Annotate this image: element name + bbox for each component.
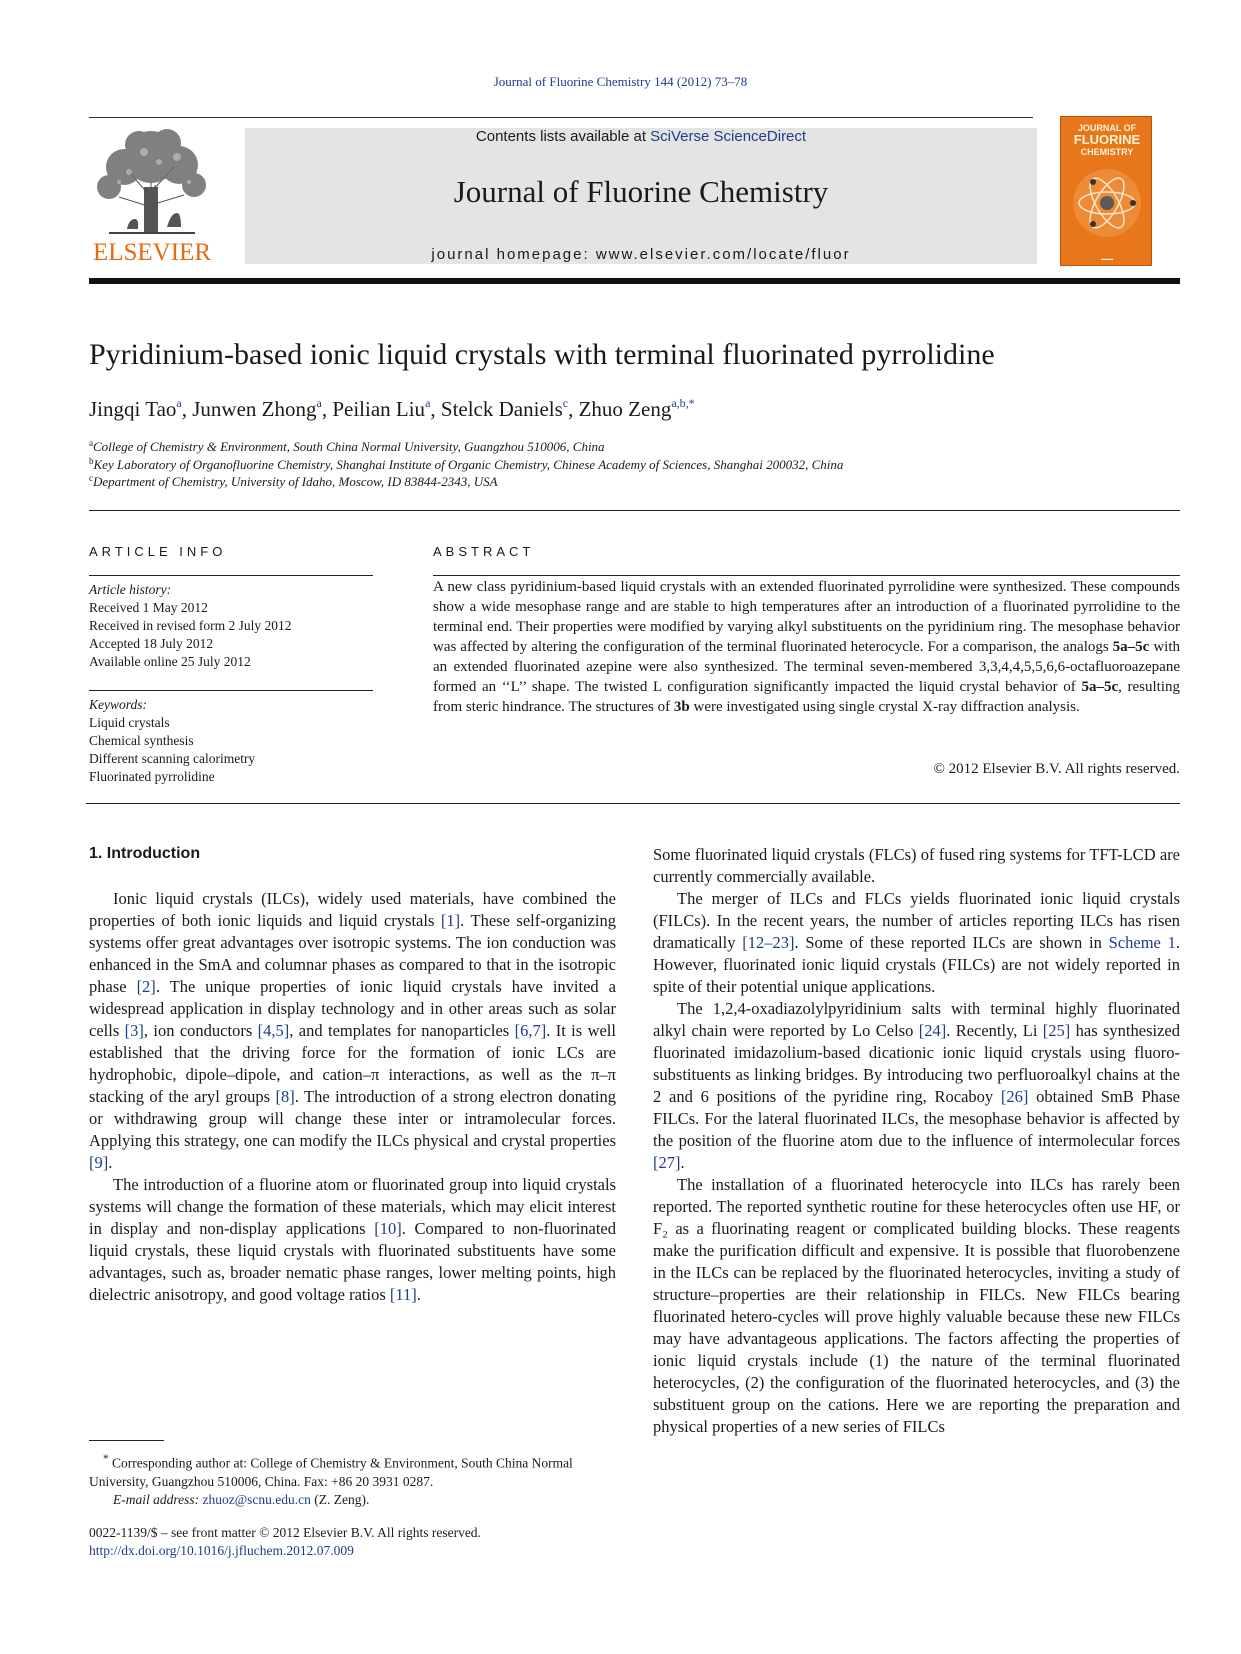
footnote-main [89, 1450, 616, 1491]
author-list: Jingqi Tao$^a$, Junwen Zhong$^a$, Peilian Liu$^a$, Stelck Daniels$^c$, Zhuo Zeng$^{a,b,*}$ [89, 396, 695, 421]
email-suffix: (Z. Zeng). [314, 1491, 370, 1507]
footnote-rule [89, 1440, 164, 1441]
cover-title-mid: FLUORINE [1073, 132, 1141, 147]
sciencedirect-link[interactable]: SciVerse ScienceDirect [650, 128, 807, 145]
affiliation-text: Key Laboratory of Organofluorine Chemistry, Shanghai Institute of Organic Chemistry, Chinese Academy of Sciences, Shanghai 200032, China [93, 457, 844, 472]
author-affil-marker[interactable]: c [562, 396, 569, 410]
reference-link[interactable]: [12–23] [742, 933, 795, 952]
footnote-star: * [103, 1453, 109, 1465]
journal-citation[interactable]: Journal of Fluorine Chemistry 144 (2012) 73–78 [493, 74, 748, 89]
paragraph [89, 888, 616, 1174]
paragraph-text: . These self-organizing systems offer great advantages over isotropic systems. The ion conduction was enhanced in the SmA and columnar phases as compared to that in the isotropic phase [89, 911, 616, 996]
keyword-item: Different scanning calorimetry [89, 751, 256, 766]
paragraph-text: Ionic liquid crystals (ILCs), widely used materials, have combined the properties of both ionic liquids and liquid crystals [89, 889, 616, 930]
journal-cover [1060, 116, 1152, 266]
affiliation [89, 456, 1189, 473]
article-info-rule [89, 575, 373, 576]
paragraph [653, 998, 1180, 1174]
reference-link[interactable]: [26] [1000, 1087, 1029, 1106]
contents-available [245, 128, 1037, 145]
reference-link[interactable]: [27] [653, 1153, 681, 1172]
abstract-heading: ABSTRACT [433, 544, 535, 559]
abstract-part: with an extended fluorinated azepine were also synthesized. The terminal seven-membered 3,3,4,4,5,5,6,6-octafluoroazepane formed an ‘‘L’’ shape. The twisted L configuration significantly impacted the liquid crystal behavior of [433, 639, 1180, 695]
paragraph-text: . Compared to non-fluorinated liquid crystals, these liquid crystals with fluorinated substituents have some advantages, such as, broader nematic phase ranges, lower melting points, high dielectric anisotropy, and good voltage ratios [89, 1219, 616, 1304]
history-label: Article history: [89, 582, 172, 597]
front-matter-notes [89, 1524, 689, 1560]
introduction-heading: 1. Introduction [89, 845, 201, 862]
doi-link[interactable]: http://dx.doi.org/10.1016/j.jfluchem.2012.07.009 [89, 1543, 354, 1558]
paragraph-text: , ion conductors [143, 1021, 258, 1040]
reference-link[interactable]: [2] [136, 977, 156, 996]
paragraph-text: . [416, 1285, 421, 1304]
elsevier-wordmark: ELSEVIER [92, 239, 212, 266]
author-name: Jingqi Tao [89, 397, 177, 421]
paragraph-text: Some fluorinated liquid crystals (FLCs) of fused ring systems for TFT-LCD are currently commercially available. [653, 845, 1180, 886]
affiliation [89, 473, 1189, 490]
affiliation-marker: b [89, 456, 94, 466]
history-item: Received in revised form 2 July 2012 [89, 618, 292, 633]
footnote-text: Corresponding author at: College of Chemistry & Environment, South China Normal University, Guangzhou 510006, China. Fax: +86 20 3931 0287. [89, 1455, 573, 1489]
keywords-label: Keywords: [89, 697, 147, 712]
section-divider [86, 803, 1180, 804]
paragraph-text: obtained SmB Phase FILCs. For the lateral fluorinated ILCs, the mesophase behavior is affected by the position of the fluorine atom due to the influence of intermolecular forces [653, 1087, 1180, 1150]
reference-link[interactable]: [24] [918, 1021, 947, 1040]
journal-title: Journal of Fluorine Chemistry [453, 174, 829, 209]
author-name: Peilian Liu [332, 397, 426, 421]
paragraph-text: The installation of a fluorinated heterocycle into ILCs has rarely been reported. The reported synthetic routine for these heterocycles often use HF, or F₂ as a fluorinating reagent or complicated building blocks. These reagents make the purification difficult and expensive. It is possible that fluorobenzene in the ILCs can be replaced by the fluorinated heterocycles, inviting a study of structure–properties are their relationship in FILCs. New FILCs bearing fluorinated hetero-cycles will prove highly valuable because these new FILCs may have advantageous applications. The factors affecting the properties of ionic liquid crystals include (1) the nature of the terminal fluorinated heterocycles, (2) the configuration of the fluorinated heterocycles, and (3) the substituent group on the cations. Here we are reporting the preparation and physical properties of a new series of FILCs [653, 1175, 1180, 1436]
paragraph [653, 1174, 1180, 1438]
corresponding-author-footnote [89, 1450, 616, 1509]
issn-line: 0022-1139/$ – see front matter © 2012 Elsevier B.V. All rights reserved. [89, 1525, 481, 1540]
paragraph-text: The 1,2,4-oxadiazolylpyridinium salts with terminal highly fluorinated alkyl chain were reported by Lo Celso [653, 999, 1180, 1040]
reference-link[interactable]: [1] [440, 911, 461, 930]
paragraph-text: The merger of ILCs and FLCs yields fluorinated ionic liquid crystals (FILCs). In the recent years, the number of articles reporting ILCs has risen dramatically [653, 889, 1180, 952]
reference-link[interactable]: [3] [124, 1021, 144, 1040]
email-label: E-mail address: [113, 1491, 200, 1507]
body-column-right [653, 844, 1180, 1438]
paragraph-text: . The introduction of a strong electron donating or withdrawing group will change these inter or intramolecular forces. Applying this strategy, one can modify the ILCs physical and crystal properties [89, 1087, 616, 1150]
paragraph-text: . [108, 1153, 113, 1172]
reference-link[interactable]: [4,5] [257, 1021, 290, 1040]
abstract-part: were investigated using single crystal X-ray diffraction analysis. [689, 699, 1080, 715]
abstract-rule [433, 575, 1180, 576]
paragraph-text: . It is well established that the driving force for the formation of ionic LCs are hydrophobic, dipole–dipole, and cation–π interactions, as well as the π–π stacking of the aryl groups [89, 1021, 616, 1106]
author-affil-marker[interactable]: a,b,* [671, 396, 695, 410]
paragraph-text: . Recently, Li [946, 1021, 1043, 1040]
affiliation-text: College of Chemistry & Environment, South China Normal University, Guangzhou 510006, China [93, 439, 605, 454]
affiliation-text: Department of Chemistry, University of Idaho, Moscow, ID 83844-2343, USA [93, 474, 498, 489]
contents-prefix: Contents lists available at [475, 128, 651, 145]
section-divider [89, 510, 1180, 511]
paragraph [653, 888, 1180, 998]
journal-homepage[interactable]: journal homepage: www.elsevier.com/locate/fluor [431, 246, 851, 263]
history-item: Received 1 May 2012 [89, 600, 208, 615]
paragraph-text: has synthesized fluorinated imidazolium-based dicationic ionic liquid crystals using fluoro-substituents as linking bridges. By introducing two perfluoroalkyl chains at the 2 and 6 positions of the pyridine ring, Rocaboy [653, 1021, 1180, 1106]
article-info-heading: ARTICLE INFO [89, 544, 227, 559]
affiliation-marker: c [89, 473, 93, 483]
cover-footer: ▬▬▬ [1101, 256, 1113, 261]
paragraph-text: . The unique properties of ionic liquid crystals have invited a widespread application in display technology and in other areas such as solar cells [89, 977, 616, 1040]
paragraph-text: . Some of these reported ILCs are shown in [794, 933, 1109, 952]
paragraph-text: , and templates for nanoparticles [289, 1021, 515, 1040]
keyword-item: Chemical synthesis [89, 733, 194, 748]
atom-icon [1071, 167, 1143, 239]
cover-title-top: JOURNAL OF [1077, 123, 1137, 133]
keyword-item: Fluorinated pyrrolidine [89, 769, 215, 784]
cover-title [1061, 123, 1152, 157]
abstract-part: , resulting from steric hindrance. The structures of [433, 679, 1180, 715]
header-top-rule [89, 117, 1033, 118]
paragraph-text: . However, fluorinated ionic liquid crystals (FILCs) are not widely reported in spite of their potential unique applications. [653, 933, 1180, 996]
paragraph-text: The introduction of a fluorine atom or fluorinated group into liquid crystals systems will change the formation of these materials, which may elicit interest in display and non-display applications [89, 1175, 616, 1238]
history-item: Available online 25 July 2012 [89, 654, 251, 669]
abstract-text [433, 577, 1180, 717]
author-name: Junwen Zhong [192, 397, 317, 421]
paragraph-text: . [680, 1153, 685, 1172]
compound-label: 5a–5c [1081, 679, 1119, 695]
keyword-item: Liquid crystals [89, 715, 170, 730]
history-item: Accepted 18 July 2012 [89, 636, 214, 651]
reference-link[interactable]: Scheme 1 [1108, 933, 1176, 952]
abstract-part: A new class pyridinium-based liquid crystals with an extended fluorinated pyrrolidine were synthesized. These compounds show a wide mesophase range and are stable to high temperatures after an introduction of a fluorinated pyrrolidine to the terminal end. Their properties were modified by varying alkyl substituents on the pyridinium ring. The mesophase behavior was affected by altering the configuration of the terminal fluorinated heterocycle. For a comparison, the analogs [433, 579, 1180, 655]
reference-link[interactable]: [10] [374, 1219, 402, 1238]
reference-link[interactable]: [6,7] [514, 1021, 547, 1040]
abstract-copyright: © 2012 Elsevier B.V. All rights reserved. [933, 761, 1180, 777]
author-name: Zhuo Zeng [578, 397, 672, 421]
compound-label: 5a–5c [1112, 639, 1150, 655]
paragraph [653, 844, 1180, 888]
header-thick-rule [89, 278, 1180, 284]
article-title: Pyridinium-based ionic liquid crystals with terminal fluorinated pyrrolidine [89, 338, 995, 371]
elsevier-tree-icon [89, 127, 215, 237]
author-affil-marker[interactable]: a [176, 396, 182, 410]
email-link[interactable]: zhuoz@scnu.edu.cn [202, 1491, 311, 1507]
reference-link[interactable]: [9] [89, 1153, 109, 1172]
reference-link[interactable]: [25] [1042, 1021, 1071, 1040]
author-affil-marker[interactable]: a [425, 396, 431, 410]
affiliation-marker: a [89, 438, 93, 448]
elsevier-logo [89, 127, 215, 267]
body-column-left [89, 888, 616, 1306]
paragraph [89, 1174, 616, 1306]
affiliation [89, 438, 1189, 455]
reference-link[interactable]: [8] [275, 1087, 295, 1106]
cover-title-bottom: CHEMISTRY [1080, 147, 1134, 157]
author-name: Stelck Daniels [440, 397, 563, 421]
footnote-email-line [89, 1491, 616, 1509]
author-affil-marker[interactable]: a [316, 396, 322, 410]
keywords-rule [89, 690, 373, 691]
reference-link[interactable]: [11] [389, 1285, 417, 1304]
compound-label: 3b [673, 699, 690, 715]
